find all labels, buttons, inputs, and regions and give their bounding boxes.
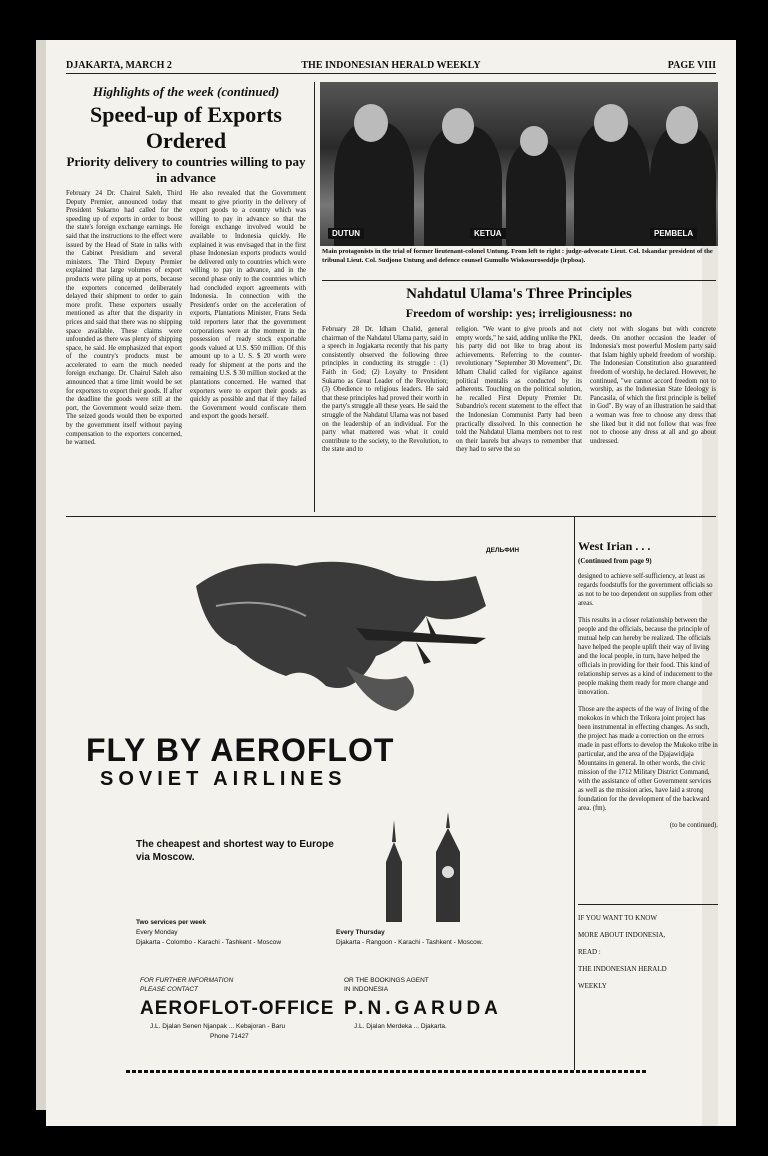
ad-info-left-2: PLEASE CONTACT (140, 986, 199, 993)
box-rule (578, 904, 718, 905)
desk-sign-right: PEMBELA (650, 228, 697, 239)
ad-corner-tag: ДЕЛЬФИН (486, 547, 520, 554)
page-header (66, 60, 716, 74)
paper-name: THE INDONESIAN HERALD WEEKLY (301, 60, 481, 71)
west-irian-title: West Irian . . . (578, 539, 651, 553)
ad-subbrand: SOVIET AIRLINES (100, 768, 347, 790)
section-rule (66, 516, 716, 517)
ad-info-left-1: FOR FURTHER INFORMATION (140, 977, 234, 984)
box-line-5: WEEKLY (578, 982, 607, 990)
ad-office: AEROFLOT-OFFICE (140, 998, 335, 1019)
newspaper-page (46, 40, 736, 1126)
ad-info-right-1: OR THE BOOKINGS AGENT (344, 977, 429, 984)
story1-column-1 (66, 190, 182, 510)
photo-face (520, 126, 548, 156)
box-line-4: THE INDONESIAN HERALD (578, 965, 667, 973)
story-divider (322, 280, 716, 281)
ad-office-phone: Phone 71427 (210, 1033, 249, 1040)
story1-column-2 (190, 190, 306, 510)
ad-agent: P.N.GARUDA (344, 998, 502, 1019)
story2-subhead: Freedom of worship: yes; irreligiousness: no (405, 306, 633, 320)
photo-caption: Main protagonists in the trial of former lieutenant-colonel Untung. From left to right : judge-advocate Lieut. Col. Iskandar president of the tribunal Lieut. Col. Sudjono Untung and defence counsel Gumullo Wiskosuroseddjo (lrpboa). (322, 248, 713, 264)
desk-sign-mid: KETUA (470, 228, 506, 239)
story2-column-2 (456, 326, 582, 512)
ad-route-right: Djakarta - Rangoon - Karachi - Tashkent - Moscow. (336, 939, 483, 946)
dateline: DJAKARTA, MARCH 2 (66, 60, 172, 71)
ad-tagline: The cheapest and shortest way to Europe via Moscow. (136, 839, 334, 863)
ad-route-left: Djakarta - Colombo - Karachi - Tashkent - Moscow (136, 939, 282, 946)
west-irian-continued: (Continued from page 9) (578, 557, 652, 565)
box-line-3: READ : (578, 948, 601, 956)
box-line-2: MORE ABOUT INDONESIA, (578, 931, 666, 939)
photo-face (666, 106, 698, 144)
section-kicker: Highlights of the week (continued) (92, 84, 280, 99)
column-rule (314, 82, 315, 512)
story2-text-1: February 28 Dr. Idham Chalid, general chairman of the Nahdatul Ulama party, said in a speech in Jogjakarta recently that his party consistently observed the following three principles in conducting its struggle : (1) Faith in God; (2) Loyalty to President Sukarno as Great Leader of the Revolution; (3) Obedience to religious leaders. He said that these principles had proved their worth in the party's struggle all these years. He said the struggle of the Nahdatul Ulama was not based on the leadership of an individual. For the party what mattered was what it could contribute to the society, to the Revolution, to the state and to (322, 326, 448, 454)
aeroflot-advert (86, 542, 576, 1072)
ad-brand: FLY BY AEROFLOT (86, 732, 395, 768)
west-irian-end: (to be continued). (669, 822, 718, 829)
page-number: PAGE VIII (667, 60, 716, 71)
story2-column-1 (322, 326, 448, 512)
story1-subhead: Priority delivery to countries willing to pay in advance (66, 154, 306, 185)
photo-face (442, 108, 474, 144)
photo-face (354, 104, 388, 142)
ad-service-count: Two services per week (136, 919, 206, 926)
story1-text-1: February 24 Dr. Chairul Saleh, Third Deputy Premier, announced today that President Sukarno had called for the speeding up of exports in order to boost the state's foreign exchange earnings. He said that the instructions to the effect were issued by the Head of State in talks with the Cabinet Presidium and several ministers. The Third Deputy Premier explained that large volumes of export products were piling up at ports, because the exporters concerned deliberately delayed their shipment to order to gain more profit. These exporters usually mentioned as after that the disparity in prices and said that there was no shipping space available. These claims were unfounded as there was plenty of shipping space, he said. He emphasized that export of the country's products must be accelerated to earn the much needed foreign exchange. Dr. Chairul Saleh also announced that a time limit would be set for exporters to export their goods. If after the deadline the goods were still at the port, the Government would seize them. The seized goods would then be exported by the government itself without paying compensation to the exporters concerned, he warned. (66, 190, 182, 447)
west-irian-p3: Those are the aspects of the way of living of the mokokos in which the Trikora joint project has been instrumental in effecting changes. As such, the project has made a correction on the errors made in past efforts to develop the Mukoko tribe in particular, and the area of the Djajawidjaja Mountains in general. In other words, the civic mission of the 1712 Military District Command, with the assistance of other Government services as well as the mission aries, have laid a strong foundation for the development of the backward area. (fm). (578, 706, 718, 812)
ad-days-left: Every Monday (136, 929, 178, 936)
ad-info-right-2: IN INDONESIA (344, 986, 389, 993)
box-line-1: IF YOU WANT TO KNOW (578, 914, 657, 922)
story2-column-3 (590, 326, 716, 512)
desk-sign-left: DUTUN (328, 228, 364, 239)
ad-office-address: J.L. Djalan Senen Njanpak ... Kebajoran - Baru (150, 1023, 286, 1030)
world-map-illustration (176, 546, 496, 716)
kremlin-towers-illustration (366, 812, 486, 922)
ad-days-right: Every Thursday (336, 929, 385, 936)
subscription-box (578, 912, 718, 997)
story1-text-2: He also revealed that the Government meant to give priority in the delivery of export goods to a country which was willing to pay in advance so that the foreign exchange involved would be available to Indonesia quickly. He explained it was envisaged that in the first phase Indonesian exports products would be delivered only to countries which were willing to pay in advance, and in the second phase only to the countries which had concluded export agreements with Indonesia. In connection with the President's order on the acceleration of exports, Plantations Minister, Frans Seda told reporters later that the government corporations were at the moment in the possession of ready stock exportable goods valued at U.S. $50 million. Of this amount up to a U. S. $ 20 worth were ready for shipment at the ports and the remaining U.S. $ 30 million stocked at the plantations concerned. He warned that exporters were to export their goods as quickly as possible and that if they failed the Government would confiscate them and export the goods herself. (190, 190, 306, 421)
west-irian-p1: designed to achieve self-sufficiency, at least as regards foodstuffs for the government officials so as not to be too dependent on supplies from other areas. (578, 573, 713, 607)
west-irian-column (578, 539, 718, 838)
story2-headline: Nahdatul Ulama's Three Principles (406, 286, 632, 302)
story2-text-3: ciety not with slogans but with concrete deeds. On another occasion the leader of Indonesia's most powerful Moslem party said that Islam highly upheld freedom of worship. The Indonesian Constitution also guaranteed freedom of worship, he declared. However, he continued, "we cannot accord freedom not to worship, as the Indonesian State Ideology is Pancasila, of which the first principle is belief in God". By way of an illustration he said that a woman was free to choose any dress that she liked but it did not follow that was free not to choose any dress at all and go about undressed. (590, 326, 716, 445)
story1-headline: Speed-up of Exports Ordered (90, 102, 282, 153)
photo-face (594, 104, 628, 142)
story2-text-2: religion. "We want to give proofs and not empty words," he said, adding unlike the PKI, his party did not like to brag about its achievements. Referring to the counter-revolutionary "September 30 Movement", Dr. Idham Chalid called for vigilance against political mentalis as conducted by its adherents. Touching on the political solution, he recalled First Deputy Premier Dr. Subandrio's recent statement to the effect that the Indonesian Communist Party had been practically dissolved. In this connection he told the Nahdatul Ulama members not to rest on their laurels but always to remember that they had to serve the so (456, 326, 582, 454)
trial-photo (320, 82, 718, 246)
ad-agent-address: J.L. Djalan Merdeka ... Djakarta. (354, 1023, 447, 1030)
bottom-dotted-rule (126, 1070, 646, 1073)
west-irian-p2: This results in a closer relationship between the people and the officials, because the principle of mutual help can hereby be realized. The officials have helped the people uplift their way of living and the local people, in turn, have helped the officials in providing for their food. This kind of relationship serves as a kind of inducement to the people making them ready for more change and innovation. (578, 617, 713, 696)
photo-figure (506, 142, 566, 246)
